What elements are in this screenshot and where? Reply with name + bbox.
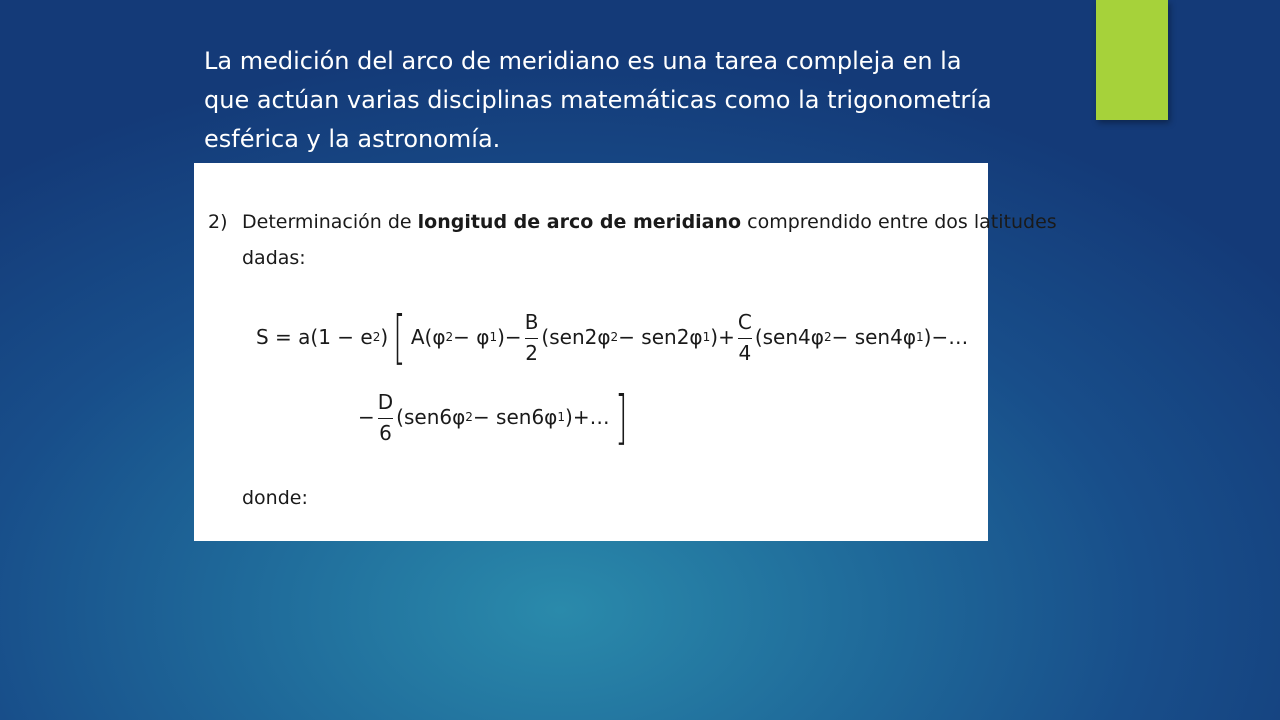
sen6-sub1: 1 [557,410,566,424]
tail-1: )−… [923,325,969,349]
accent-bar [1096,0,1168,120]
formula-close-paren: ) [380,325,389,349]
minus-sign: − [358,405,375,429]
fraction-bar [378,418,393,419]
fraction-c-num: C [737,309,752,334]
term-a-sub2: 2 [445,330,454,344]
slide-text-line-2: que actúan varias disciplinas matemáticas como la trigonometría [204,86,992,114]
sen2-sub1: 1 [702,330,711,344]
fraction-bar [525,338,539,339]
tail-2: )+… [565,405,610,429]
term-sen6: (sen6φ [396,405,466,429]
formula-line-2 [358,385,632,449]
term-sen2: (sen2φ [541,325,611,349]
plus-sign: + [718,325,735,349]
right-bracket: ] [614,383,628,451]
sen4-sub1: 1 [916,330,924,344]
term-a: A(φ [410,325,446,349]
term-sen4: (sen4φ [754,325,824,349]
fraction-d-den: 6 [379,420,392,445]
sen2-sub2: 2 [610,330,619,344]
donde-label: donde: [242,487,308,509]
left-bracket: [ [393,303,406,371]
minus-sign: − [504,325,522,349]
description-line-2: dadas: [242,247,306,269]
description-line-1 [242,211,1057,233]
sen4-sub2: 2 [823,330,832,344]
fraction-c [738,310,752,365]
fraction-b-num: B [524,309,539,334]
fraction-c-den: 4 [738,340,752,365]
sen2-close: ) [710,325,719,349]
sen6-sub2: 2 [465,410,473,424]
slide-text-line-1: La medición del arco de meridiano es una tarea compleja en la [204,47,962,75]
fraction-bar [738,338,752,339]
term-sen4-rest: − sen4φ [831,325,917,349]
formula-lhs: S = a(1 − e [256,325,373,349]
term-sen6-rest: − sen6φ [472,405,558,429]
term-sen2-rest: − sen2φ [618,325,703,349]
slide-text-line-3: esférica y la astronomía. [204,125,501,153]
description-post: comprendido entre dos latitudes [741,211,1057,233]
term-a-rest: − φ [453,325,490,349]
fraction-d [378,390,393,445]
formula-exponent: 2 [372,330,381,344]
slide-text [204,42,1084,159]
fraction-b-den: 2 [525,340,538,365]
term-a-sub1: 1 [489,330,498,344]
formula-image [194,163,1057,541]
item-number: 2) [208,211,228,233]
description-bold: longitud de arco de meridiano [417,211,742,233]
term-a-close: ) [497,325,505,349]
fraction-d-num: D [377,389,394,414]
formula-line-1 [256,305,968,369]
description-pre: Determinación de [242,211,418,233]
fraction-b [525,310,539,365]
